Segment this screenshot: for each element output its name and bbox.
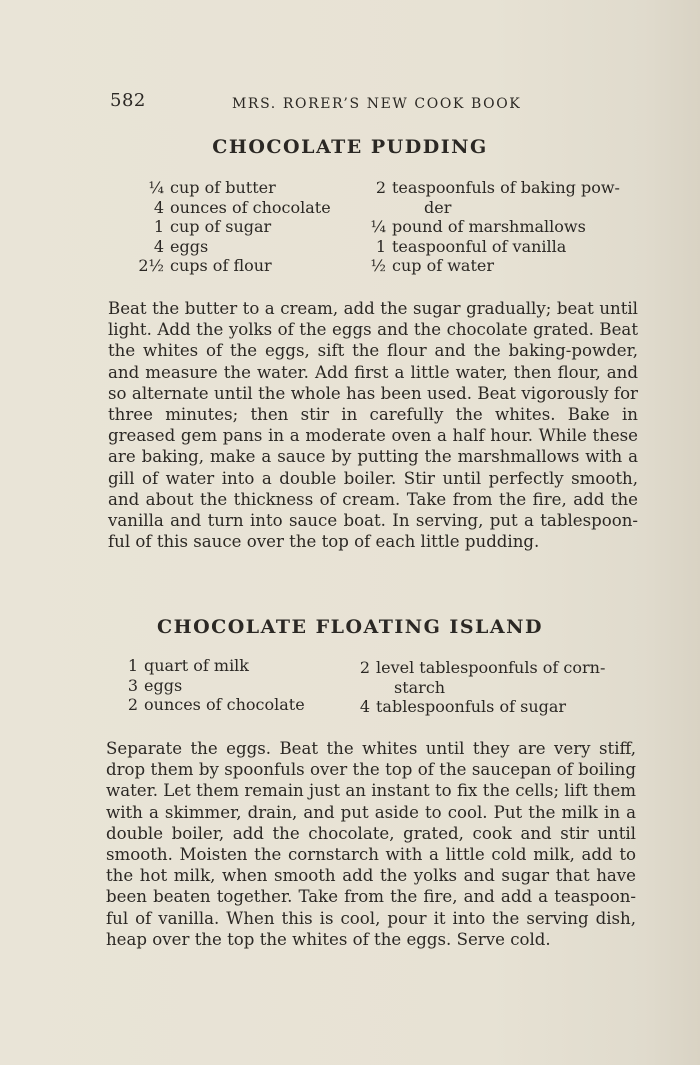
ingredient-row: 2 level tablespoonfuls of corn- — [359, 658, 606, 677]
ingredient-row: 2 teaspoonfuls of baking pow- — [375, 178, 620, 197]
ingredient-row: 1 teaspoonful of vanilla — [375, 236, 567, 256]
ingredient-row: 4 tablespoonfuls of sugar — [359, 697, 567, 717]
ingredient-row: starch — [394, 677, 446, 697]
recipe-directions-chocolate-floating-island: Separate the eggs. Beat the whites until they are very stiff, drop them by spoonfuls over the top of the saucepan of boiling water. Let them remain just an instant to fix the cells; lift them with a skimmer, drain, and put aside to cool. Put the milk in a double boiler, add the chocolate, grated, cook and stir until smooth. Moisten the cornstarch with a little cold milk, add to the hot milk, when smooth add the yolks and sugar that have been beaten together. Take from the fire, and add a teaspoonful of vanilla. When this is cool, pour it into the serving dish, heap over the top the whites of the eggs. Serve cold. — [106, 739, 636, 949]
ingredients-left-column — [122, 656, 305, 715]
recipe-title-chocolate-floating-island: CHOCOLATE FLOATING ISLAND — [157, 616, 543, 638]
ingredient-row: ¼ pound of marshmallows — [370, 217, 586, 237]
ingredient-row: ¼ cup of butter — [148, 178, 276, 197]
ingredient-row: 4 ounces of chocolate — [153, 197, 331, 217]
ingredient-row: 1 quart of milk — [127, 656, 249, 675]
running-head: MRS. RORER’S NEW COOK BOOK — [232, 96, 522, 112]
ingredients-right-column — [356, 178, 620, 276]
recipe-directions-chocolate-pudding: Beat the butter to a cream, add the sugar gradually; beat until light. Add the yolks of the eggs and the chocolate grated. Beat the whites of the eggs, sift the flour and the baking-powder, and measure the water. Add first a little water, then flour, and so alternate until the whole has been used. Beat vigorously for three minutes; then stir in carefully the whites. Bake in greased gem pans in a moderate oven a half hour. While these are baking, make a sauce by putting the marshmallows with a gill of water into a double boiler. Stir until perfectly smooth, and about the thickness of cream. Take from the fire, add the vanilla and turn into sauce boat. In serving, put a tablespoonful of this sauce over the top of each little pudding. — [108, 299, 638, 552]
ingredient-row: 2 ounces of chocolate — [127, 695, 305, 715]
ingredients-left-column — [136, 178, 331, 276]
ingredient-row: 2½ cups of flour — [138, 256, 272, 276]
ingredient-row: ½ cup of water — [370, 256, 495, 276]
recipe-title-chocolate-pudding: CHOCOLATE PUDDING — [212, 136, 488, 158]
page-number: 582 — [110, 90, 146, 111]
ingredient-row: 3 eggs — [127, 675, 183, 695]
ingredient-row: der — [424, 197, 452, 217]
ingredient-row: 4 eggs — [153, 236, 209, 256]
ingredients-right-column — [354, 658, 605, 717]
ingredient-row: 1 cup of sugar — [153, 217, 272, 237]
